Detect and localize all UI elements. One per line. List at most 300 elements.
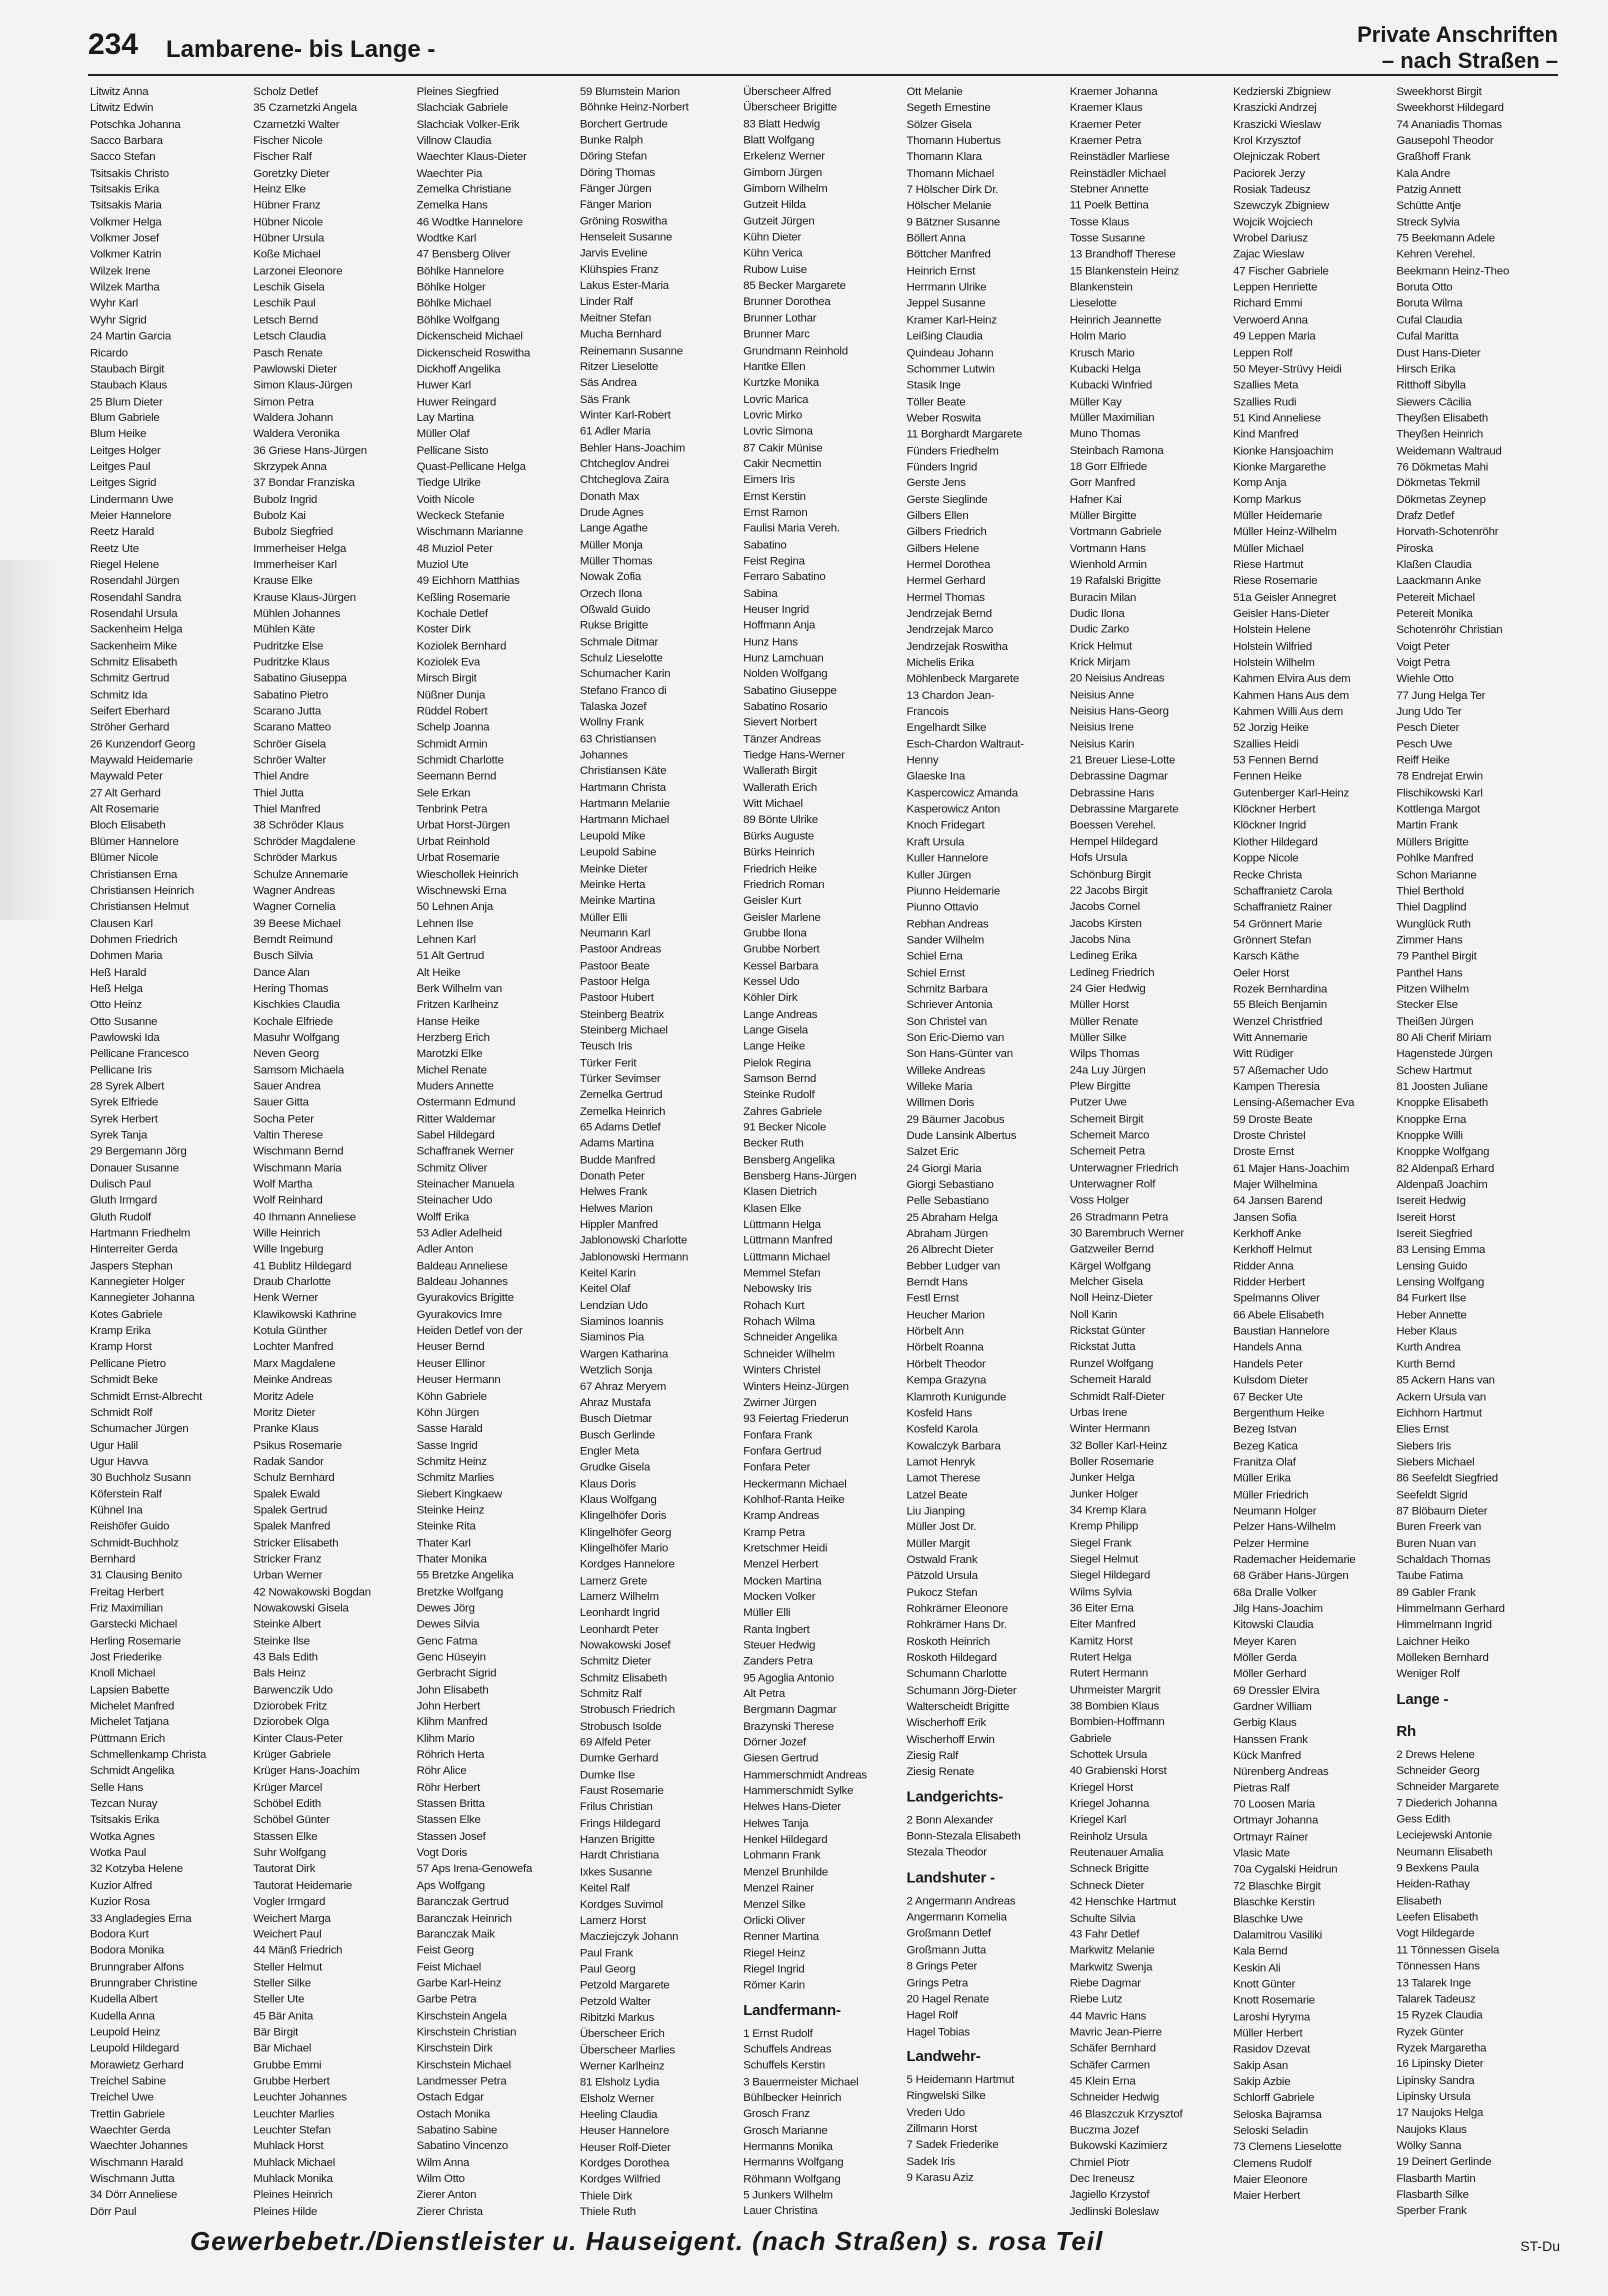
directory-entry: Vogler Irmgard (253, 1895, 326, 1908)
directory-entry: Neisius Karin (1069, 738, 1135, 751)
directory-entry: Kowalczyk Barbara (906, 1439, 1001, 1452)
directory-entry: Schemeit Marco (1069, 1129, 1150, 1142)
directory-entry: Bals Heinz (253, 1667, 306, 1680)
directory-entry: Seloski Seladin (1233, 2125, 1308, 2138)
directory-entry: Sauer Andrea (253, 1080, 321, 1093)
directory-entry: Laackmann Anke (1396, 575, 1481, 588)
directory-entry: 79 Panthel Birgit (1396, 950, 1477, 963)
directory-column (1394, 84, 1557, 2220)
directory-entry: Siebers Michael (1396, 1456, 1475, 1469)
directory-entry: 46 Wodtke Hannelore (416, 216, 523, 229)
directory-entry: Kraemer Johanna (1069, 85, 1158, 98)
directory-entry: Gausepohl Theodor (1396, 134, 1494, 147)
directory-entry: Muziol Ute (416, 558, 469, 571)
directory-entry: Brazynski Therese (743, 1720, 834, 1733)
directory-entry: Wilps Thomas (1069, 1048, 1140, 1061)
directory-entry: Buracin Milan (1069, 591, 1137, 604)
directory-entry: Bubolz Siegfried (253, 526, 334, 539)
directory-entry: Litwitz Anna (90, 85, 149, 98)
directory-entry: Grubbe Emmi (253, 2059, 322, 2072)
directory-entry: Baranczak Maik (416, 1928, 495, 1941)
directory-entry: Sweekhorst Hildegard (1396, 102, 1504, 115)
directory-entry: Heuser Ellinor (416, 1357, 486, 1370)
directory-entry: Wotka Agnes (90, 1830, 155, 1843)
directory-entry: Muno Thomas (1069, 428, 1141, 441)
directory-entry: Müller Heinz-Wilhelm (1233, 526, 1337, 539)
directory-entry: Böttcher Manfred (906, 249, 991, 262)
directory-entry: Zimmer Hans (1396, 934, 1463, 947)
directory-entry: Sackenheim Mike (90, 640, 177, 653)
directory-entry: Syrek Herbert (90, 1113, 158, 1126)
directory-entry: Kirschstein Michael (416, 2059, 511, 2072)
directory-entry: 3 Bauermeister Michael (743, 2076, 859, 2088)
directory-entry: Hinterreiter Gerda (90, 1243, 178, 1256)
directory-entry: Ahraz Mustafa (579, 1396, 651, 1409)
directory-entry: Son Christel van (906, 1015, 987, 1028)
directory-entry: Gess Edith (1396, 1813, 1451, 1826)
directory-entry: Alt Heike (416, 966, 461, 979)
directory-entry: 7 Diederich Johanna (1396, 1797, 1498, 1810)
directory-entry: Urbat Rosemarie (416, 852, 500, 865)
directory-entry: Schmidt-Buchholz (90, 1537, 179, 1550)
directory-entry: Nüßner Dunja (416, 689, 486, 702)
directory-entry: Wyhr Sigrid (90, 314, 147, 327)
directory-entry: Steinacher Udo (416, 1194, 493, 1207)
directory-entry: Sölzer Gisela (906, 118, 972, 131)
directory-entry: Sabatino Giuseppe (743, 684, 837, 697)
directory-entry: Wischmann Marianne (416, 526, 524, 539)
directory-entry: Jacobs Cornel (1069, 901, 1140, 914)
directory-entry: 34 Dörr Anneliese (90, 2189, 178, 2202)
directory-entry: Grundmann Reinhold (743, 344, 848, 357)
directory-entry: Kramp Horst (90, 1341, 152, 1354)
directory-entry: Pawlowski Ida (90, 1031, 160, 1044)
directory-entry: Theyßen Elisabeth (1396, 412, 1488, 425)
directory-entry: Giorgi Sebastiano (906, 1178, 994, 1191)
directory-entry: Kuzior Rosa (90, 1895, 150, 1908)
directory-entry: 65 Adams Detlef (579, 1121, 661, 1134)
directory-entry: Plew Birgitte (1069, 1080, 1131, 1093)
directory-entry: Wienhold Armin (1069, 558, 1147, 571)
directory-entry: 49 Leppen Maria (1233, 330, 1316, 343)
directory-entry: Psikus Rosemarie (253, 1439, 342, 1452)
directory-entry: Lamerz Horst (579, 1914, 646, 1927)
directory-entry: Zierer Anton (416, 2189, 477, 2202)
directory-entry: Moritz Dieter (253, 1406, 316, 1419)
directory-entry: Lovric Marica (743, 393, 809, 406)
directory-entry: Lüttmann Manfred (743, 1235, 833, 1248)
directory-entry: Heuser Rolf-Dieter (579, 2141, 671, 2154)
directory-entry: 25 Blum Dieter (90, 395, 163, 408)
directory-entry: Wallerath Birgit (743, 765, 817, 778)
directory-entry: Böllert Anna (906, 232, 966, 245)
directory-entry: Aldenpaß Joachim (1396, 1178, 1488, 1191)
directory-entry: Christiansen Erna (90, 868, 178, 881)
directory-entry: Türker Ferit (579, 1057, 637, 1069)
directory-entry: Skrzypek Anna (253, 461, 327, 474)
directory-entry: Müller Kay (1069, 395, 1122, 408)
directory-entry: Holstein Wilhelm (1233, 656, 1315, 669)
directory-entry: Hörbelt Theodor (906, 1358, 986, 1371)
directory-entry: Blümer Hannelore (90, 836, 179, 849)
directory-entry: Behler Hans-Joachim (579, 442, 685, 454)
directory-entry: Bürks Heinrich (743, 846, 815, 859)
directory-entry: Slachciak Volker-Erik (416, 118, 520, 131)
directory-entry: Alt Petra (743, 1688, 786, 1701)
directory-entry: Schneider Margarete (1396, 1781, 1499, 1794)
directory-entry: Dohmen Friedrich (90, 933, 178, 946)
directory-entry: Reinstädler Michael (1069, 167, 1167, 180)
directory-entry: Szallies Heidi (1233, 738, 1299, 751)
directory-entry: Handels Anna (1233, 1342, 1302, 1355)
directory-entry: Vortmann Gabriele (1069, 526, 1162, 539)
directory-entry: Krick Mirjam (1069, 656, 1131, 669)
directory-entry: 77 Jung Helga Ter (1396, 689, 1486, 702)
directory-entry: Muhlack Monika (253, 2173, 333, 2186)
directory-entry: Glaeske Ina (906, 771, 966, 784)
directory-entry: Rebhan Andreas (906, 917, 989, 930)
directory-entry: Kempa Grazyna (906, 1374, 987, 1387)
directory-entry: Leuchter Stefan (253, 2124, 331, 2137)
directory-entry: Ortmayr Johanna (1233, 1815, 1319, 1828)
directory-entry: Mühlen Käte (253, 624, 316, 637)
directory-entry: Rademacher Heidemarie (1233, 1554, 1356, 1567)
directory-entry: Francois (906, 705, 949, 718)
directory-entry: 61 Majer Hans-Joachim (1233, 1162, 1350, 1175)
directory-entry: Schumacher Karin (579, 668, 671, 681)
directory-entry: Wollny Frank (579, 717, 644, 730)
directory-entry: Eichhorn Hartmut (1396, 1407, 1482, 1420)
directory-entry: Kück Manfred (1233, 1749, 1301, 1762)
directory-entry: Christiansen Helmut (90, 901, 189, 914)
directory-entry: Stassen Elke (416, 1814, 481, 1827)
directory-entry: Pohlke Manfred (1396, 852, 1474, 865)
directory-entry: Clemens Rudolf (1233, 2157, 1312, 2170)
directory-entry: 31 Clausing Benito (90, 1569, 183, 1582)
directory-entry: Tosse Klaus (1069, 216, 1129, 229)
directory-entry: Dickenscheid Roswitha (416, 346, 531, 359)
directory-entry: Draub Charlotte (253, 1276, 331, 1289)
directory-entry: Blaschke Uwe (1233, 1913, 1303, 1925)
directory-entry: Maywald Heidemarie (90, 754, 193, 767)
directory-entry: Tiedge Ulrike (416, 477, 481, 490)
directory-entry: Leißing Claudia (906, 330, 983, 343)
directory-entry: Unterwagner Rolf (1069, 1178, 1156, 1191)
directory-entry: Wieschollek Heinrich (416, 868, 519, 881)
directory-entry: Riese Rosemarie (1233, 575, 1318, 588)
directory-entry: Gerbracht Sigrid (416, 1667, 497, 1680)
directory-entry: 51a Geisler Annegret (1233, 591, 1337, 604)
directory-entry: Ribitzki Markus (579, 2012, 655, 2024)
directory-entry: Kramer Karl-Heinz (906, 314, 997, 327)
directory-entry: Himmelmann Gerhard (1396, 1603, 1505, 1616)
directory-entry: Thiel Dagplind (1396, 901, 1467, 914)
directory-entry: Kriegel Johanna (1069, 1798, 1150, 1811)
directory-entry: Willmen Doris (906, 1097, 975, 1110)
directory-entry: Kaspercowicz Amanda (906, 787, 1018, 800)
directory-entry: 43 Fahr Detlef (1069, 1928, 1140, 1941)
directory-entry: 28 Syrek Albert (90, 1080, 165, 1093)
directory-entry: Schommer Lutwin (906, 363, 995, 376)
directory-entry: Kochale Elfriede (253, 1015, 334, 1028)
directory-entry: Fonfara Frank (743, 1429, 813, 1442)
directory-entry: Keßling Rosemarie (416, 591, 511, 604)
directory-entry: Steinke Albert (253, 1618, 321, 1631)
directory-entry: Kuller Hannelore (906, 852, 989, 865)
directory-entry: Otto Susanne (90, 1015, 158, 1028)
directory-entry: Wischmann Harald (90, 2156, 184, 2169)
directory-entry: Christiansen Käte (579, 765, 667, 778)
directory-entry: Pastoor Helga (579, 976, 650, 989)
directory-entry: Reinholz Ursula (1069, 1830, 1148, 1843)
directory-entry: Knoppke Willi (1396, 1130, 1463, 1142)
directory-entry: Koße Michael (253, 249, 321, 262)
directory-entry: Spelmanns Oliver (1233, 1293, 1320, 1306)
directory-entry: Franitza Olaf (1233, 1456, 1296, 1469)
directory-entry: Tsitsakis Christo (90, 167, 169, 180)
directory-entry: Hofs Ursula (1069, 852, 1128, 865)
directory-entry: 53 Adler Adelheid (416, 1227, 502, 1240)
directory-entry: 19 Rafalski Brigitte (1069, 575, 1161, 588)
directory-entry: Johannes (579, 749, 628, 762)
directory-entry: Waechter Johannes (90, 2140, 188, 2153)
directory-entry: 40 Ihmann Anneliese (253, 1211, 356, 1224)
directory-entry: Schon Marianne (1396, 869, 1477, 881)
directory-entry: Voith Nicole (416, 493, 475, 506)
directory-entry: Reutenauer Amalia (1069, 1847, 1164, 1860)
directory-entry: Wischmann Jutta (90, 2173, 175, 2186)
directory-entry: Bensberg Angelika (743, 1154, 835, 1167)
directory-entry: Schaffranek Werner (416, 1145, 514, 1158)
directory-entry: Schmidt Rolf (90, 1406, 153, 1419)
directory-entry: Schönburg Birgit (1069, 868, 1151, 881)
directory-entry: Wagner Cornelia (253, 901, 336, 914)
directory-entry: Kessel Udo (743, 976, 800, 989)
directory-entry: Müller Jost Dr. (906, 1521, 977, 1534)
directory-entry: Pleines Heinrich (253, 2189, 333, 2202)
directory-entry: Töller Beate (906, 395, 966, 408)
directory-entry: Richard Emmi (1233, 298, 1303, 311)
directory-entry: Petzold Margarete (579, 1979, 670, 1992)
directory-entry: 11 Poelk Bettina (1069, 200, 1149, 213)
directory-entry: Lochter Manfred (253, 1341, 334, 1354)
directory-entry: Markwitz Swenja (1069, 1961, 1153, 1974)
directory-entry: Steuer Hedwig (743, 1639, 816, 1652)
directory-entry: Möller Gerda (1233, 1652, 1297, 1664)
directory-entry: Hunz Hans (743, 636, 798, 649)
directory-entry: Henkel Hildegard (743, 1833, 828, 1846)
directory-entry: Kind Manfred (1233, 428, 1299, 441)
directory-entry: Leupold Heinz (90, 2026, 161, 2039)
directory-entry: Freitag Herbert (90, 1586, 164, 1599)
directory-entry: Rosendahl Ursula (90, 607, 178, 620)
directory-entry: Kärgel Wolfgang (1069, 1260, 1151, 1273)
directory-entry: Jung Udo Ter (1396, 705, 1462, 718)
directory-entry: Fünders Friedhelm (906, 444, 999, 457)
directory-entry: 16 Lipinsky Dieter (1396, 2058, 1484, 2071)
directory-entry: Feist Georg (416, 1944, 474, 1957)
section-title-line2: – nach Straßen – (1381, 48, 1558, 73)
directory-entry: Christiansen Heinrich (90, 884, 195, 897)
directory-entry: Hörbelt Roanna (906, 1342, 984, 1355)
directory-entry: Schneider Hedwig (1069, 2091, 1160, 2104)
directory-entry: Helwes Frank (579, 1186, 648, 1199)
directory-entry: Meinke Herta (579, 879, 646, 891)
directory-entry: Hirsch Erika (1396, 363, 1456, 376)
directory-entry: Schmidt Ernst-Albrecht (90, 1390, 203, 1403)
directory-entry: Roskoth Heinrich (906, 1635, 991, 1648)
directory-entry: Volkmer Helga (90, 216, 162, 229)
directory-entry: Schulz Lieselotte (579, 652, 663, 665)
directory-entry: 59 Blumstein Marion (579, 85, 680, 98)
directory-entry: Verwoerd Anna (1233, 314, 1308, 327)
directory-entry: Walterscheidt Brigitte (906, 1700, 1010, 1713)
directory-entry: 8 Grings Peter (906, 1960, 978, 1973)
directory-column (1231, 84, 1394, 2220)
directory-entry: Segeth Ernestine (906, 102, 991, 115)
directory-entry: 57 Aps Irena-Genowefa (416, 1863, 533, 1876)
directory-entry: Szallies Meta (1233, 379, 1299, 392)
directory-entry: Thiele Ruth (579, 2206, 636, 2219)
directory-entry: Hübner Franz (253, 200, 321, 213)
directory-entry: 44 Mänß Friedrich (253, 1944, 343, 1957)
directory-entry: Gröning Roswitha (579, 215, 668, 228)
directory-entry: Müller Silke (1069, 1031, 1127, 1044)
directory-entry: Piunno Heidemarie (906, 885, 1000, 898)
directory-entry: 49 Eichhorn Matthias (416, 575, 520, 588)
directory-entry: Steinbach Ramona (1069, 444, 1164, 457)
directory-entry: Dörner Jozef (743, 1736, 806, 1749)
footer-note: Gewerbebetr./Dienstleister u. Hauseigent. (nach Straßen) s. rosa Teil (190, 2226, 1104, 2256)
directory-entry: Lange Gisela (743, 1024, 808, 1037)
directory-entry: Hübner Nicole (253, 216, 323, 229)
directory-entry: Jablonowski Hermann (579, 1251, 689, 1264)
directory-entry: Siewers Cäcilia (1396, 395, 1472, 408)
directory-entry: Jarvis Eveline (579, 247, 648, 260)
directory-entry: Melcher Gisela (1069, 1276, 1143, 1289)
directory-entry: Sabina (743, 587, 778, 600)
directory-entry: 80 Ali Cherif Miriam (1396, 1032, 1492, 1045)
directory-entry: Meyer Karen (1233, 1635, 1297, 1648)
directory-entry: Schöbel Günter (253, 1814, 330, 1827)
directory-entry: 63 Christiansen (579, 733, 657, 746)
directory-entry: Kottlenga Margot (1396, 803, 1480, 816)
directory-entry: Hartmann Melanie (579, 798, 670, 811)
directory-entry: Maier Eleonore (1233, 2174, 1308, 2186)
directory-entry: Gatzweiler Bernd (1069, 1243, 1154, 1256)
directory-entry: Sele Erkan (416, 787, 471, 800)
directory-entry: 13 Brandhoff Therese (1069, 249, 1176, 262)
directory-entry: Wischerhoff Erwin (906, 1733, 995, 1746)
directory-entry: Sackenheim Helga (90, 624, 183, 637)
directory-entry: Gutzeit Jürgen (743, 215, 815, 228)
directory-entry: Zajac Wieslaw (1233, 249, 1304, 262)
directory-entry: Sakip Asan (1233, 2059, 1289, 2072)
directory-entry: Lindermann Uwe (90, 493, 174, 506)
directory-entry: Schumann Charlotte (906, 1668, 1007, 1681)
directory-entry: Brunner Lothar (743, 312, 817, 325)
directory-entry: Bunke Ralph (579, 134, 643, 147)
directory-entry: Kannegieter Johanna (90, 1292, 195, 1305)
directory-entry: Klingelhöfer Mario (579, 1542, 669, 1555)
directory-entry: Erkelenz Werner (743, 150, 825, 163)
directory-entry: Geisler Marlene (743, 911, 821, 924)
directory-entry: Klamroth Kunigunde (906, 1391, 1007, 1403)
directory-entry: Bär Michael (253, 2042, 312, 2055)
directory-entry: Lamerz Wilhelm (579, 1591, 659, 1604)
directory-entry: Heuser Bernd (416, 1341, 485, 1354)
directory-entry: Nolden Wolfgang (743, 668, 828, 681)
directory-entry: 7 Hölscher Dirk Dr. (906, 183, 999, 196)
directory-entry: 2 Angermann Andreas (906, 1895, 1016, 1908)
directory-entry: Fritzen Karlheinz (416, 999, 499, 1012)
directory-entry: Pastoor Hubert (579, 992, 654, 1005)
directory-entry: Werner Karlheinz (579, 2060, 665, 2073)
directory-entry: Ott Melanie (906, 85, 963, 98)
directory-entry: Wiehle Otto (1396, 673, 1454, 686)
directory-entry: Sabatino Rosario (743, 701, 828, 713)
directory-entry: Schmitz Ida (90, 689, 148, 702)
directory-entry: Genc Fatma (416, 1635, 478, 1648)
page-edge-shadow (0, 560, 60, 920)
directory-entry: Keitel Karin (579, 1267, 636, 1280)
directory-entry: Menzel Herbert (743, 1558, 819, 1571)
directory-entry: Blümer Nicole (90, 852, 159, 865)
directory-entry: 22 Jacobs Birgit (1069, 884, 1148, 897)
directory-entry: 87 Blöbaum Dieter (1396, 1505, 1488, 1518)
directory-entry: Donath Peter (579, 1170, 645, 1183)
directory-entry: Riegel Heinz (743, 1947, 806, 1960)
directory-entry: Budde Manfred (579, 1154, 656, 1167)
directory-entry: Steinberg Michael (579, 1024, 668, 1037)
directory-entry: Kahmen Elvira Aus dem (1233, 673, 1351, 686)
directory-entry: Kionke Hansjoachim (1233, 444, 1334, 457)
directory-column (251, 84, 414, 2219)
directory-entry: Jablonowski Charlotte (579, 1235, 688, 1248)
directory-entry: Donauer Susanne (90, 1162, 179, 1175)
directory-entry: Buren Freerk van (1396, 1521, 1482, 1534)
directory-entry: Kühn Dieter (743, 231, 802, 244)
directory-entry: Ridder Anna (1233, 1260, 1294, 1273)
directory-entry: Kinter Claus-Peter (253, 1732, 343, 1745)
directory-entry: Wischmann Bernd (253, 1145, 344, 1158)
directory-entry: Kosfeld Hans (906, 1407, 972, 1420)
directory-entry: Köhn Jürgen (416, 1406, 479, 1419)
directory-entry: Schmidt Angelika (90, 1765, 175, 1778)
directory-entry: Klasen Elke (743, 1202, 802, 1215)
directory-entry: Villnow Claudia (416, 134, 492, 147)
directory-entry: Willeke Andreas (906, 1064, 986, 1077)
directory-entry: Lehnen Karl (416, 933, 476, 946)
directory-entry: Kremp Philipp (1069, 1520, 1139, 1533)
directory-entry: Hartmann Michael (579, 814, 670, 827)
directory-entry: Michel Renate (416, 1064, 487, 1077)
directory-entry: John Herbert (416, 1700, 481, 1713)
directory-entry: 51 Alt Gertrud (416, 950, 485, 963)
directory-entry: Ströher Gerhard (90, 721, 170, 734)
directory-entry: Keitel Ralf (579, 1882, 630, 1895)
directory-entry: 32 Boller Karl-Heinz (1069, 1439, 1168, 1452)
directory-entry: Dumke Ilse (579, 1769, 635, 1782)
directory-entry: Dulisch Paul (90, 1178, 151, 1191)
directory-entry: Baranczak Gertrud (416, 1895, 509, 1908)
directory-entry: 1 Ernst Rudolf (743, 2027, 813, 2040)
directory-entry: Leupold Sabine (579, 846, 657, 859)
directory-entry: Isereit Horst (1396, 1211, 1456, 1224)
directory-entry: Lamerz Grete (579, 1575, 648, 1587)
directory-entry: 57 Aßemacher Udo (1233, 1064, 1329, 1077)
directory-entry: Elisabeth (1396, 1895, 1442, 1908)
